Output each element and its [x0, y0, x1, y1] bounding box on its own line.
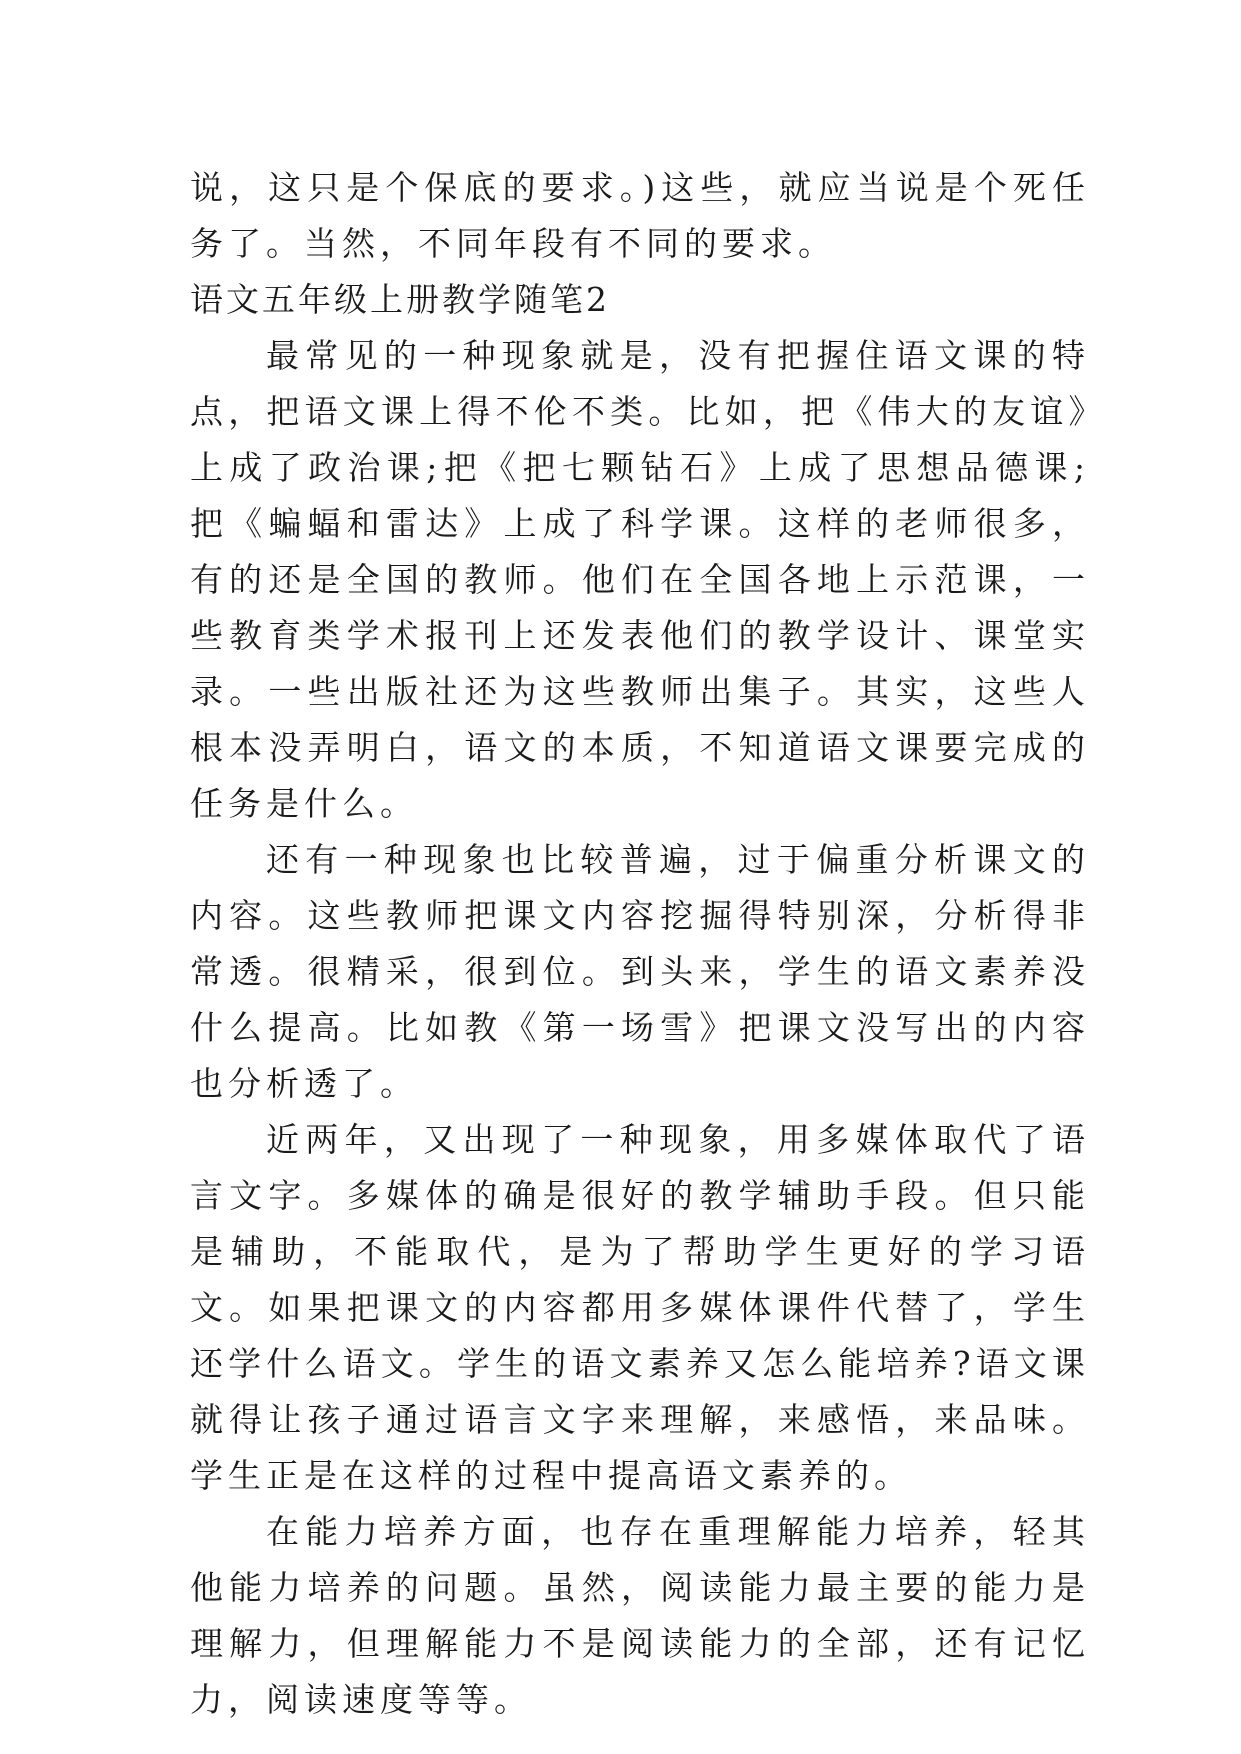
body-paragraph-2: 还有一种现象也比较普遍，过于偏重分析课文的内容。这些教师把课文内容挖掘得特别深，分析得非常透。很精采，很到位。到头来，学生的语文素养没什么提高。比如教《第一场雪》把课文没写出的内容也分析透了。	[190, 840, 1090, 1103]
document-body	[190, 160, 1090, 1728]
body-paragraph-3: 近两年，又出现了一种现象，用多媒体取代了语言文字。多媒体的确是很好的教学辅助手段。但只能是辅助，不能取代，是为了帮助学生更好的学习语文。如果把课文的内容都用多媒体课件代替了，学生还学什么语文。学生的语文素养又怎么能培养?语文课就得让孩子通过语言文字来理解，来感悟，来品味。学生正是在这样的过程中提高语文素养的。	[190, 1120, 1090, 1495]
body-paragraph-4: 在能力培养方面，也存在重理解能力培养，轻其他能力培养的问题。虽然，阅读能力最主要的能力是理解力，但理解能力不是阅读能力的全部，还有记忆力，阅读速度等等。	[190, 1512, 1090, 1719]
continuation-paragraph: 说，这只是个保底的要求。)这些，就应当说是个死任务了。当然，不同年段有不同的要求。	[190, 168, 1090, 263]
body-paragraph-1: 最常见的一种现象就是，没有把握住语文课的特点，把语文课上得不伦不类。比如，把《伟大的友谊》上成了政治课;把《把七颗钻石》上成了思想品德课;把《蝙蝠和雷达》上成了科学课。这样的老师很多，有的还是全国的教师。他们在全国各地上示范课，一些教育类学术报刊上还发表他们的教学设计、课堂实录。一些出版社还为这些教师出集子。其实，这些人根本没弄明白，语文的本质，不知道语文课要完成的任务是什么。	[190, 336, 1090, 823]
section-heading: 语文五年级上册教学随笔2	[190, 280, 610, 319]
